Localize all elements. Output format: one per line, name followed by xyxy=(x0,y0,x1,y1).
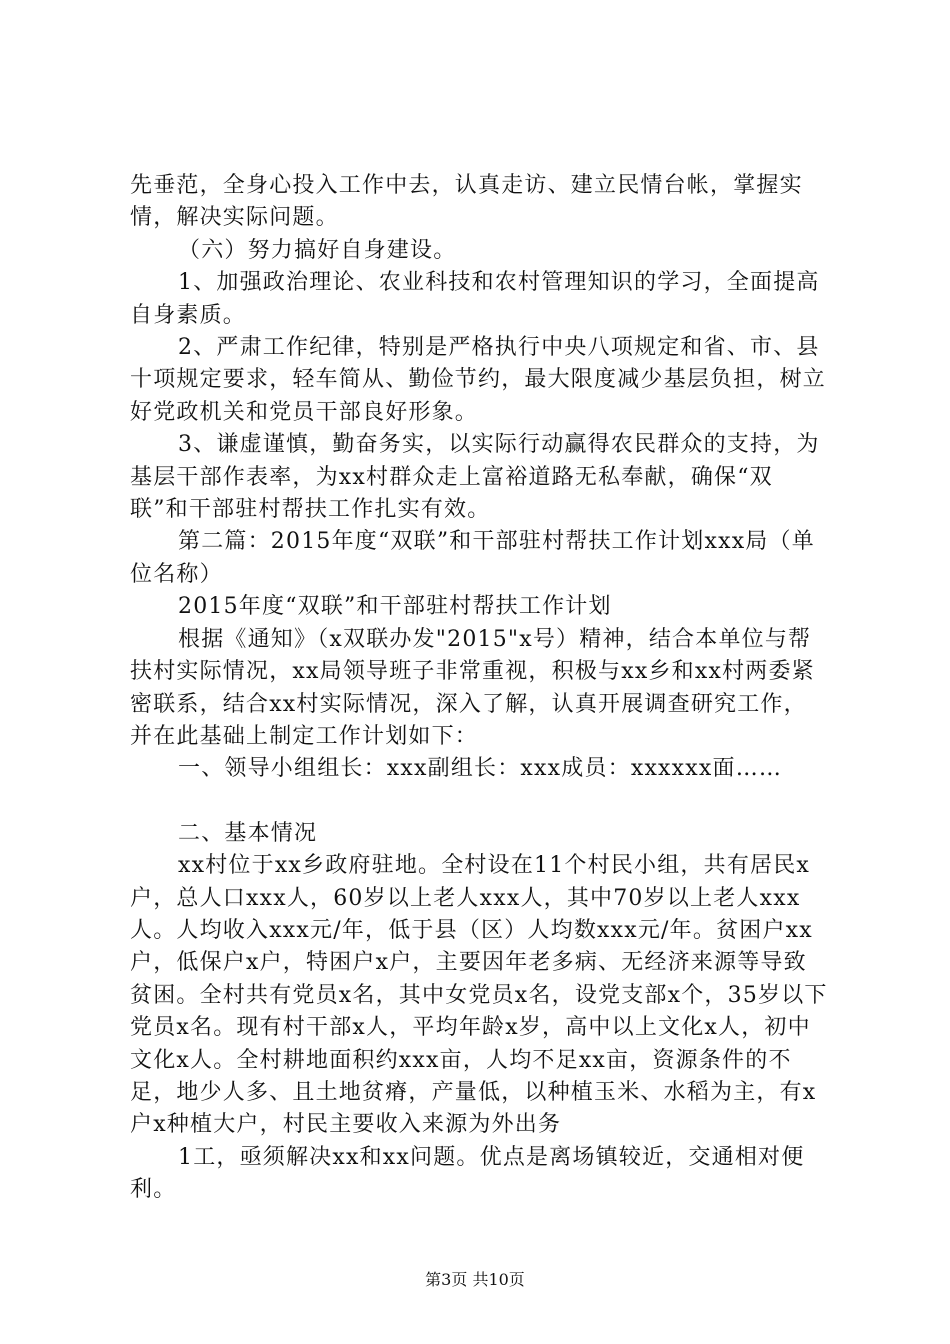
paragraph-item-2: 2、严肃工作纪律，特别是严格执行中央八项规定和省、市、县十项规定要求，轻车简从、勤俭节约，最大限度减少基层负担，树立好党政机关和党员干部良好形象。 xyxy=(130,335,827,425)
document-body xyxy=(130,170,830,1207)
paragraph-item-1: 1、加强政治理论、农业科技和农村管理知识的学习，全面提高自身素质。 xyxy=(130,270,820,328)
chapter-two-title: 第二篇：2015年度“双联”和干部驻村帮扶工作计划xxx局（单位名称） xyxy=(130,529,815,587)
paragraph-spacer xyxy=(130,786,830,818)
paragraph-item-3: 3、谦虚谨慎，勤奋务实，以实际行动赢得农民群众的支持，为基层干部作表率，为xx村群众走上富裕道路无私奉献，确保“双联”和干部驻村帮扶工作扎实有效。 xyxy=(130,432,820,523)
page-footer: 第3页 共10页 xyxy=(425,1270,525,1289)
paragraph-village-problems: 1工，亟须解决xx和xx问题。优点是离场镇较近，交通相对便利。 xyxy=(130,1144,805,1203)
paragraph-village-overview: xx村位于xx乡政府驻地。全村设在11个村民小组，共有居民x户，总人口xxx人，60岁以上老人xxx人，其中70岁以上老人xxx人。人均收入xxx元/年，低于县（区）人均数xxx元/年。贫困户xx户，低保户x户，特困户x户，主要因年老多病、无经济来源等导致贫困。全村共有党员x名，其中女党员x名，设党支部x个，35岁以下党员x名。现有村干部x人，平均年龄x岁，高中以上文化x人，初中文化x人。全村耕地面积约xxx亩，人均不足xx亩，资源条件的不足，地少人多、且土地贫瘠，产量低，以种植玉米、水稻为主，有x户x种植大户，村民主要收入来源为外出务 xyxy=(130,853,828,1138)
section-heading-basic-situation: 二、基本情况 xyxy=(178,820,318,846)
paragraph-intro: 根据《通知》（x双联办发"2015"x号）精神，结合本单位与帮扶村实际情况，xx局领导班子非常重视，积极与xx乡和xx村两委紧密联系，结合xx村实际情况，深入了解，认真开展调查研究工作，并在此基础上制定工作计划如下： xyxy=(130,626,815,749)
section-heading-six: （六）努力搞好自身建设。 xyxy=(178,237,457,263)
paragraph-continuation: 先垂范，全身心投入工作中去，认真走访、建立民情台帐，掌握实情，解决实际问题。 xyxy=(130,173,803,231)
paragraph-leadership-group: 一、领导小组组长：xxx副组长：xxx成员：xxxxxx面…… xyxy=(178,756,783,782)
plan-title: 2015年度“双联”和干部驻村帮扶工作计划 xyxy=(178,594,612,620)
